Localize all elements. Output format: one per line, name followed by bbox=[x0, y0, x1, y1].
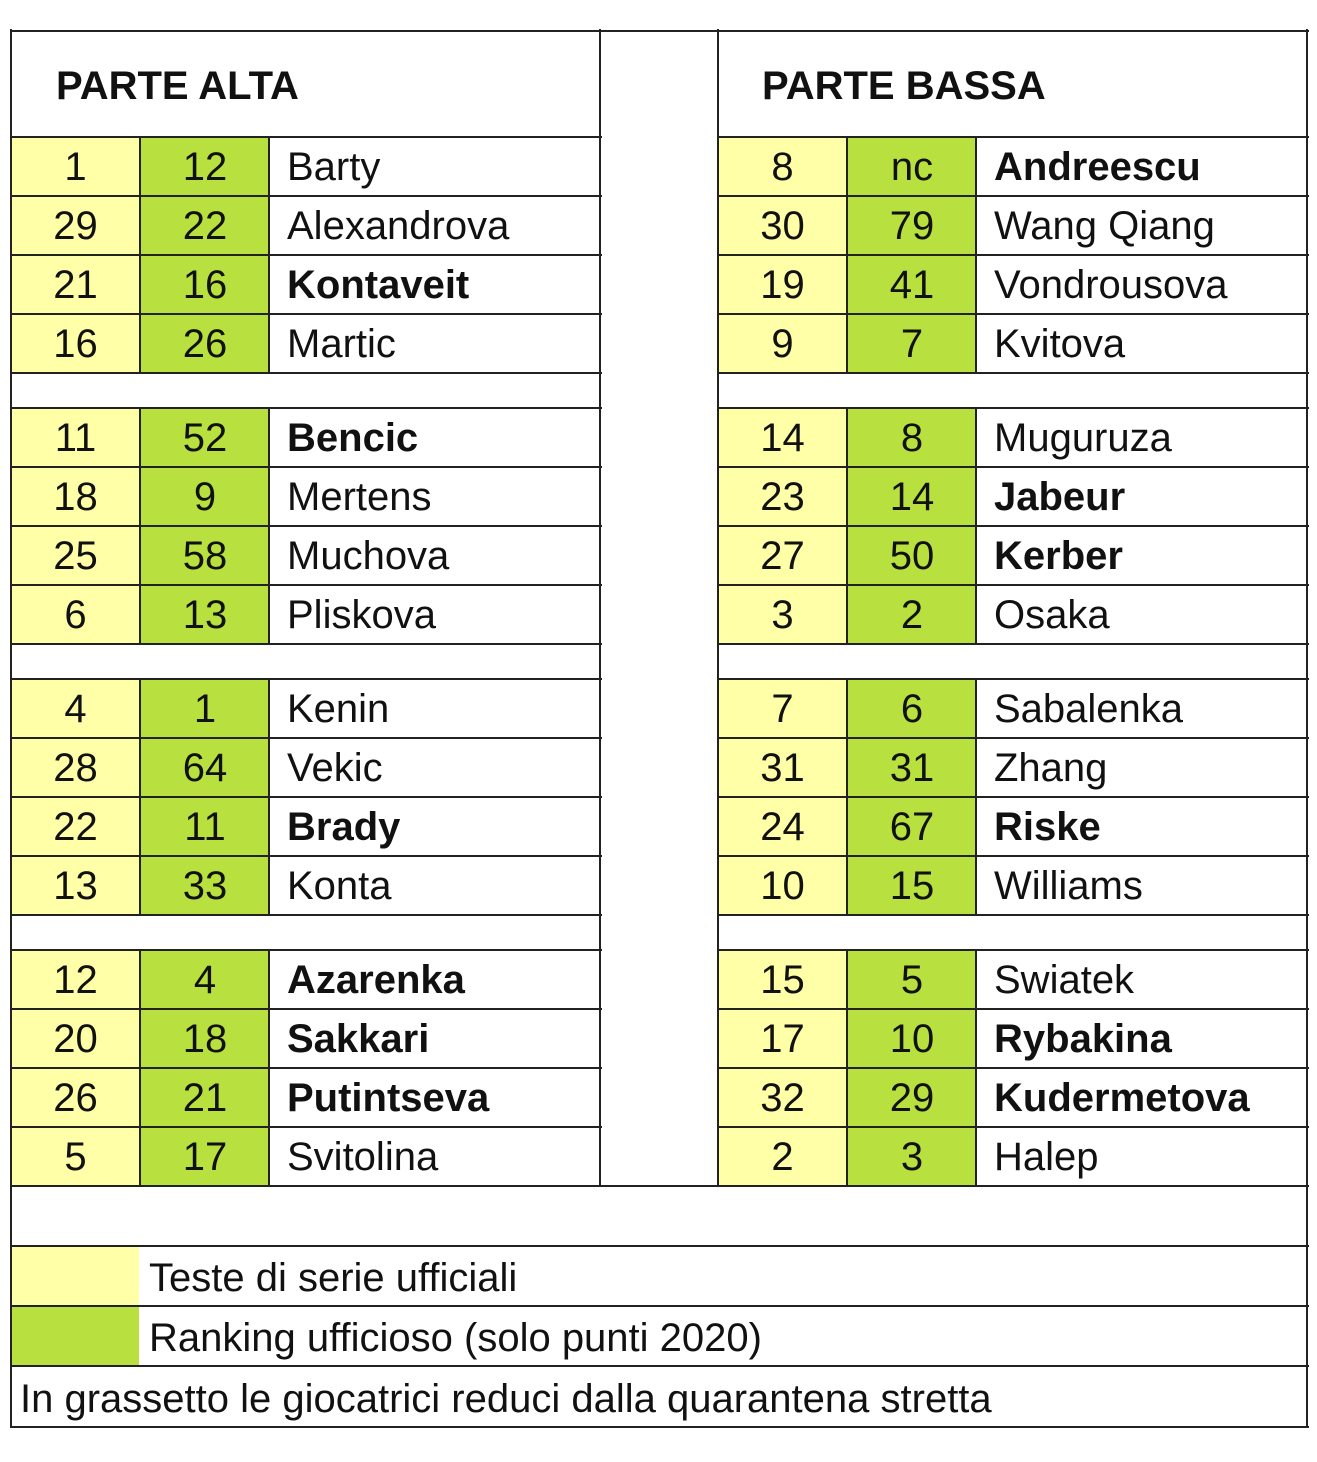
top-half-title: PARTE ALTA bbox=[56, 64, 299, 108]
ranking-cell: 2 bbox=[848, 585, 976, 644]
legend-ranking-swatch bbox=[11, 1306, 139, 1366]
seed-cell: 28 bbox=[11, 738, 140, 797]
seed-cell: 26 bbox=[11, 1068, 140, 1127]
ranking-cell: 15 bbox=[848, 856, 976, 915]
grid-line bbox=[10, 1008, 602, 1010]
player-name: Andreescu bbox=[994, 144, 1201, 189]
ranking-cell: 7 bbox=[848, 314, 976, 373]
seed-cell: 14 bbox=[718, 408, 847, 467]
grid-line bbox=[1306, 29, 1308, 1428]
ranking-cell: 16 bbox=[141, 255, 269, 314]
grid-line bbox=[717, 584, 1309, 586]
player-name: Kudermetova bbox=[994, 1075, 1250, 1120]
ranking-cell: 13 bbox=[141, 585, 269, 644]
seed-cell: 15 bbox=[718, 950, 847, 1009]
grid-line bbox=[10, 643, 602, 645]
ranking-cell: 67 bbox=[848, 797, 976, 856]
grid-line bbox=[846, 407, 848, 645]
grid-line bbox=[846, 678, 848, 916]
grid-line bbox=[717, 1126, 1309, 1128]
player-name: Halep bbox=[994, 1134, 1099, 1179]
ranking-cell: 9 bbox=[141, 467, 269, 526]
grid-line bbox=[975, 949, 977, 1187]
grid-line bbox=[717, 1067, 1309, 1069]
grid-line bbox=[10, 1185, 1309, 1187]
grid-line bbox=[717, 796, 1309, 798]
ranking-cell: 6 bbox=[848, 679, 976, 738]
seed-cell: 7 bbox=[718, 679, 847, 738]
seed-cell: 2 bbox=[718, 1127, 847, 1186]
player-name: Svitolina bbox=[287, 1134, 439, 1179]
player-name: Vondrousova bbox=[994, 262, 1228, 307]
seed-cell: 10 bbox=[718, 856, 847, 915]
player-name: Pliskova bbox=[287, 592, 436, 637]
grid-line bbox=[10, 525, 602, 527]
grid-line bbox=[10, 136, 602, 138]
grid-line bbox=[10, 466, 602, 468]
grid-line bbox=[717, 1008, 1309, 1010]
ranking-cell: 64 bbox=[141, 738, 269, 797]
player-name: Williams bbox=[994, 863, 1143, 908]
grid-line bbox=[139, 949, 141, 1187]
bottom-half-title: PARTE BASSA bbox=[762, 64, 1046, 108]
player-name: Azarenka bbox=[287, 957, 465, 1002]
seed-cell: 31 bbox=[718, 738, 847, 797]
grid-line bbox=[10, 407, 602, 409]
grid-line bbox=[846, 949, 848, 1187]
ranking-cell: 18 bbox=[141, 1009, 269, 1068]
player-name: Barty bbox=[287, 144, 381, 189]
ranking-cell: 50 bbox=[848, 526, 976, 585]
grid-line bbox=[10, 855, 602, 857]
grid-line bbox=[846, 136, 848, 374]
grid-line bbox=[10, 30, 1309, 32]
ranking-cell: 26 bbox=[141, 314, 269, 373]
seed-cell: 29 bbox=[11, 196, 140, 255]
ranking-cell: 1 bbox=[141, 679, 269, 738]
grid-line bbox=[10, 737, 602, 739]
player-name: Kerber bbox=[994, 533, 1123, 578]
legend-bold-note: In grassetto le giocatrici reduci dalla quarantena stretta bbox=[20, 1377, 992, 1421]
player-name: Zhang bbox=[994, 745, 1108, 790]
grid-line bbox=[139, 136, 141, 374]
grid-line bbox=[975, 136, 977, 374]
seed-cell: 4 bbox=[11, 679, 140, 738]
ranking-cell: 41 bbox=[848, 255, 976, 314]
ranking-cell: 58 bbox=[141, 526, 269, 585]
seed-cell: 12 bbox=[11, 950, 140, 1009]
grid-line bbox=[975, 678, 977, 916]
grid-line bbox=[717, 737, 1309, 739]
seed-cell: 20 bbox=[11, 1009, 140, 1068]
player-name: Kenin bbox=[287, 686, 390, 731]
ranking-cell: 33 bbox=[141, 856, 269, 915]
grid-line bbox=[975, 407, 977, 645]
seed-cell: 21 bbox=[11, 255, 140, 314]
grid-line bbox=[717, 643, 1309, 645]
seed-cell: 16 bbox=[11, 314, 140, 373]
seed-cell: 18 bbox=[11, 467, 140, 526]
grid-line bbox=[717, 466, 1309, 468]
grid-line bbox=[10, 29, 12, 1428]
seed-cell: 23 bbox=[718, 467, 847, 526]
ranking-cell: nc bbox=[848, 137, 976, 196]
grid-line bbox=[268, 949, 270, 1187]
grid-line bbox=[10, 1126, 602, 1128]
player-name: Osaka bbox=[994, 592, 1110, 637]
ranking-cell: 5 bbox=[848, 950, 976, 1009]
seed-cell: 19 bbox=[718, 255, 847, 314]
grid-line bbox=[717, 313, 1309, 315]
seed-cell: 1 bbox=[11, 137, 140, 196]
ranking-cell: 31 bbox=[848, 738, 976, 797]
ranking-cell: 79 bbox=[848, 196, 976, 255]
ranking-cell: 3 bbox=[848, 1127, 976, 1186]
player-name: Alexandrova bbox=[287, 203, 510, 248]
grid-line bbox=[10, 1305, 1309, 1307]
player-name: Swiatek bbox=[994, 957, 1135, 1002]
ranking-cell: 8 bbox=[848, 408, 976, 467]
player-name: Mertens bbox=[287, 474, 432, 519]
ranking-cell: 21 bbox=[141, 1068, 269, 1127]
seed-cell: 6 bbox=[11, 585, 140, 644]
grid-line bbox=[717, 914, 1309, 916]
grid-line bbox=[717, 525, 1309, 527]
legend-seed-label: Teste di serie ufficiali bbox=[149, 1256, 518, 1300]
ranking-cell: 29 bbox=[848, 1068, 976, 1127]
grid-line bbox=[717, 29, 719, 1187]
grid-line bbox=[268, 678, 270, 916]
grid-line bbox=[139, 407, 141, 645]
seed-cell: 11 bbox=[11, 408, 140, 467]
ranking-cell: 22 bbox=[141, 196, 269, 255]
seed-cell: 22 bbox=[11, 797, 140, 856]
grid-line bbox=[717, 855, 1309, 857]
player-name: Konta bbox=[287, 863, 392, 908]
grid-line bbox=[717, 195, 1309, 197]
ranking-cell: 4 bbox=[141, 950, 269, 1009]
grid-line bbox=[10, 914, 602, 916]
ranking-cell: 14 bbox=[848, 467, 976, 526]
player-name: Riske bbox=[994, 804, 1101, 849]
grid-line bbox=[10, 584, 602, 586]
draw-table bbox=[10, 30, 1308, 1428]
player-name: Putintseva bbox=[287, 1075, 490, 1120]
grid-line bbox=[10, 1245, 1309, 1247]
legend-ranking-label: Ranking ufficioso (solo punti 2020) bbox=[149, 1316, 762, 1360]
ranking-cell: 17 bbox=[141, 1127, 269, 1186]
seed-cell: 24 bbox=[718, 797, 847, 856]
player-name: Muguruza bbox=[994, 415, 1172, 460]
grid-line bbox=[139, 678, 141, 916]
ranking-cell: 11 bbox=[141, 797, 269, 856]
grid-line bbox=[10, 313, 602, 315]
legend-seed-swatch bbox=[11, 1246, 139, 1306]
grid-line bbox=[717, 372, 1309, 374]
seed-cell: 8 bbox=[718, 137, 847, 196]
player-name: Jabeur bbox=[994, 474, 1126, 519]
grid-line bbox=[268, 407, 270, 645]
grid-line bbox=[10, 796, 602, 798]
grid-line bbox=[717, 136, 1309, 138]
player-name: Wang Qiang bbox=[994, 203, 1215, 248]
player-name: Martic bbox=[287, 321, 396, 366]
grid-line bbox=[10, 372, 602, 374]
grid-line bbox=[717, 407, 1309, 409]
seed-cell: 13 bbox=[11, 856, 140, 915]
grid-line bbox=[10, 1365, 1309, 1367]
seed-cell: 25 bbox=[11, 526, 140, 585]
grid-line bbox=[717, 678, 1309, 680]
player-name: Bencic bbox=[287, 415, 419, 460]
grid-line bbox=[599, 29, 601, 1187]
player-name: Kontaveit bbox=[287, 262, 470, 307]
seed-cell: 32 bbox=[718, 1068, 847, 1127]
player-name: Brady bbox=[287, 804, 401, 849]
grid-line bbox=[10, 195, 602, 197]
grid-line bbox=[717, 254, 1309, 256]
grid-line bbox=[717, 949, 1309, 951]
ranking-cell: 52 bbox=[141, 408, 269, 467]
player-name: Vekic bbox=[287, 745, 383, 790]
seed-cell: 5 bbox=[11, 1127, 140, 1186]
seed-cell: 27 bbox=[718, 526, 847, 585]
player-name: Sabalenka bbox=[994, 686, 1184, 731]
grid-line bbox=[10, 949, 602, 951]
grid-line bbox=[10, 254, 602, 256]
player-name: Rybakina bbox=[994, 1016, 1172, 1061]
seed-cell: 17 bbox=[718, 1009, 847, 1068]
seed-cell: 9 bbox=[718, 314, 847, 373]
player-name: Sakkari bbox=[287, 1016, 430, 1061]
ranking-cell: 12 bbox=[141, 137, 269, 196]
seed-cell: 3 bbox=[718, 585, 847, 644]
grid-line bbox=[268, 136, 270, 374]
grid-line bbox=[10, 1426, 1309, 1428]
player-name: Muchova bbox=[287, 533, 450, 578]
ranking-cell: 10 bbox=[848, 1009, 976, 1068]
grid-line bbox=[10, 1067, 602, 1069]
grid-line bbox=[10, 678, 602, 680]
player-name: Kvitova bbox=[994, 321, 1126, 366]
seed-cell: 30 bbox=[718, 196, 847, 255]
